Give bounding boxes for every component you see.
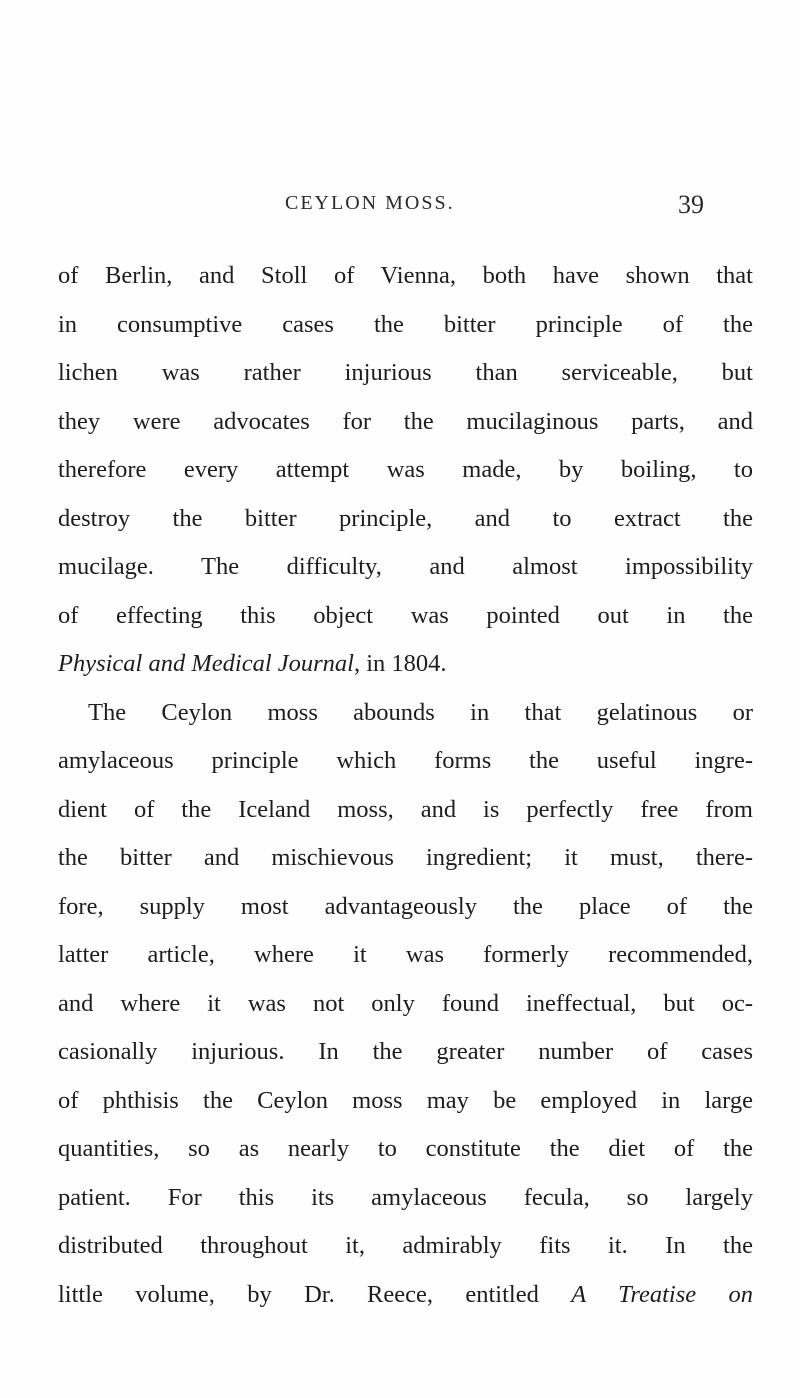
text-line — [58, 980, 753, 1029]
text-line — [58, 931, 753, 980]
text-line — [58, 592, 753, 641]
text-line — [58, 1174, 753, 1223]
text-line — [58, 689, 753, 738]
text-line — [58, 1222, 753, 1271]
text-segment: dient of the Iceland moss, and is perfectly free from — [58, 795, 753, 823]
text-segment: distributed throughout it, admirably fits it. In the — [58, 1232, 753, 1259]
italic-text-segment: Physical and Medical Journal — [58, 650, 354, 677]
text-line — [58, 883, 753, 932]
text-segment: amylaceous principle which forms the useful ingre- — [58, 747, 753, 774]
text-line — [58, 834, 753, 883]
text-line — [58, 495, 753, 544]
text-segment: , in 1804. — [353, 650, 447, 677]
text-segment: quantities, so as nearly to constitute the diet of the — [58, 1135, 753, 1162]
page-number: 39 — [678, 190, 704, 219]
text-line — [58, 1028, 753, 1077]
text-line — [58, 1125, 753, 1174]
text-segment: mucilage. The difficulty, and almost impossibility — [58, 553, 753, 580]
text-line — [58, 543, 753, 592]
text-line — [58, 446, 753, 495]
text-line — [58, 737, 753, 786]
text-line — [58, 301, 753, 350]
running-title: CEYLON MOSS. — [285, 192, 455, 214]
body-text — [58, 252, 753, 1319]
text-segment: therefore every attempt was made, by boiling, to — [58, 456, 753, 483]
text-line — [58, 1271, 753, 1320]
text-segment: lichen was rather injurious than serviceable, but — [58, 359, 753, 386]
text-segment: destroy the bitter principle, and to extract the — [58, 504, 753, 532]
text-segment: the bitter and mischievous ingredient; it must, there- — [58, 844, 753, 871]
text-line — [58, 398, 753, 447]
text-segment: The Ceylon moss abounds in that gelatinous or — [88, 698, 753, 726]
text-segment: patient. For this its amylaceous fecula, so largely — [58, 1183, 753, 1211]
text-segment: of Berlin, and Stoll of Vienna, both have shown that — [58, 262, 753, 289]
italic-text-segment: A Treatise on — [571, 1280, 753, 1308]
text-segment: little volume, by Dr. Reece, entitled — [58, 1280, 572, 1308]
text-line — [58, 252, 753, 301]
text-line — [58, 786, 753, 835]
text-line — [58, 640, 753, 689]
text-segment: fore, supply most advantageously the place of the — [58, 892, 753, 920]
text-segment: and where it was not only found ineffectual, but oc- — [58, 989, 753, 1017]
text-segment: they were advocates for the mucilaginous parts, and — [58, 407, 753, 435]
text-line — [58, 1077, 753, 1126]
running-head — [0, 190, 800, 224]
text-segment: in consumptive cases the bitter principle of the — [58, 310, 753, 338]
text-line — [58, 349, 753, 398]
text-segment: latter article, where it was formerly recommended, — [58, 941, 753, 968]
text-segment: casionally injurious. In the greater number of cases — [58, 1038, 753, 1065]
text-segment: of effecting this object was pointed out in the — [58, 601, 753, 629]
text-segment: of phthisis the Ceylon moss may be employed in large — [58, 1086, 753, 1114]
